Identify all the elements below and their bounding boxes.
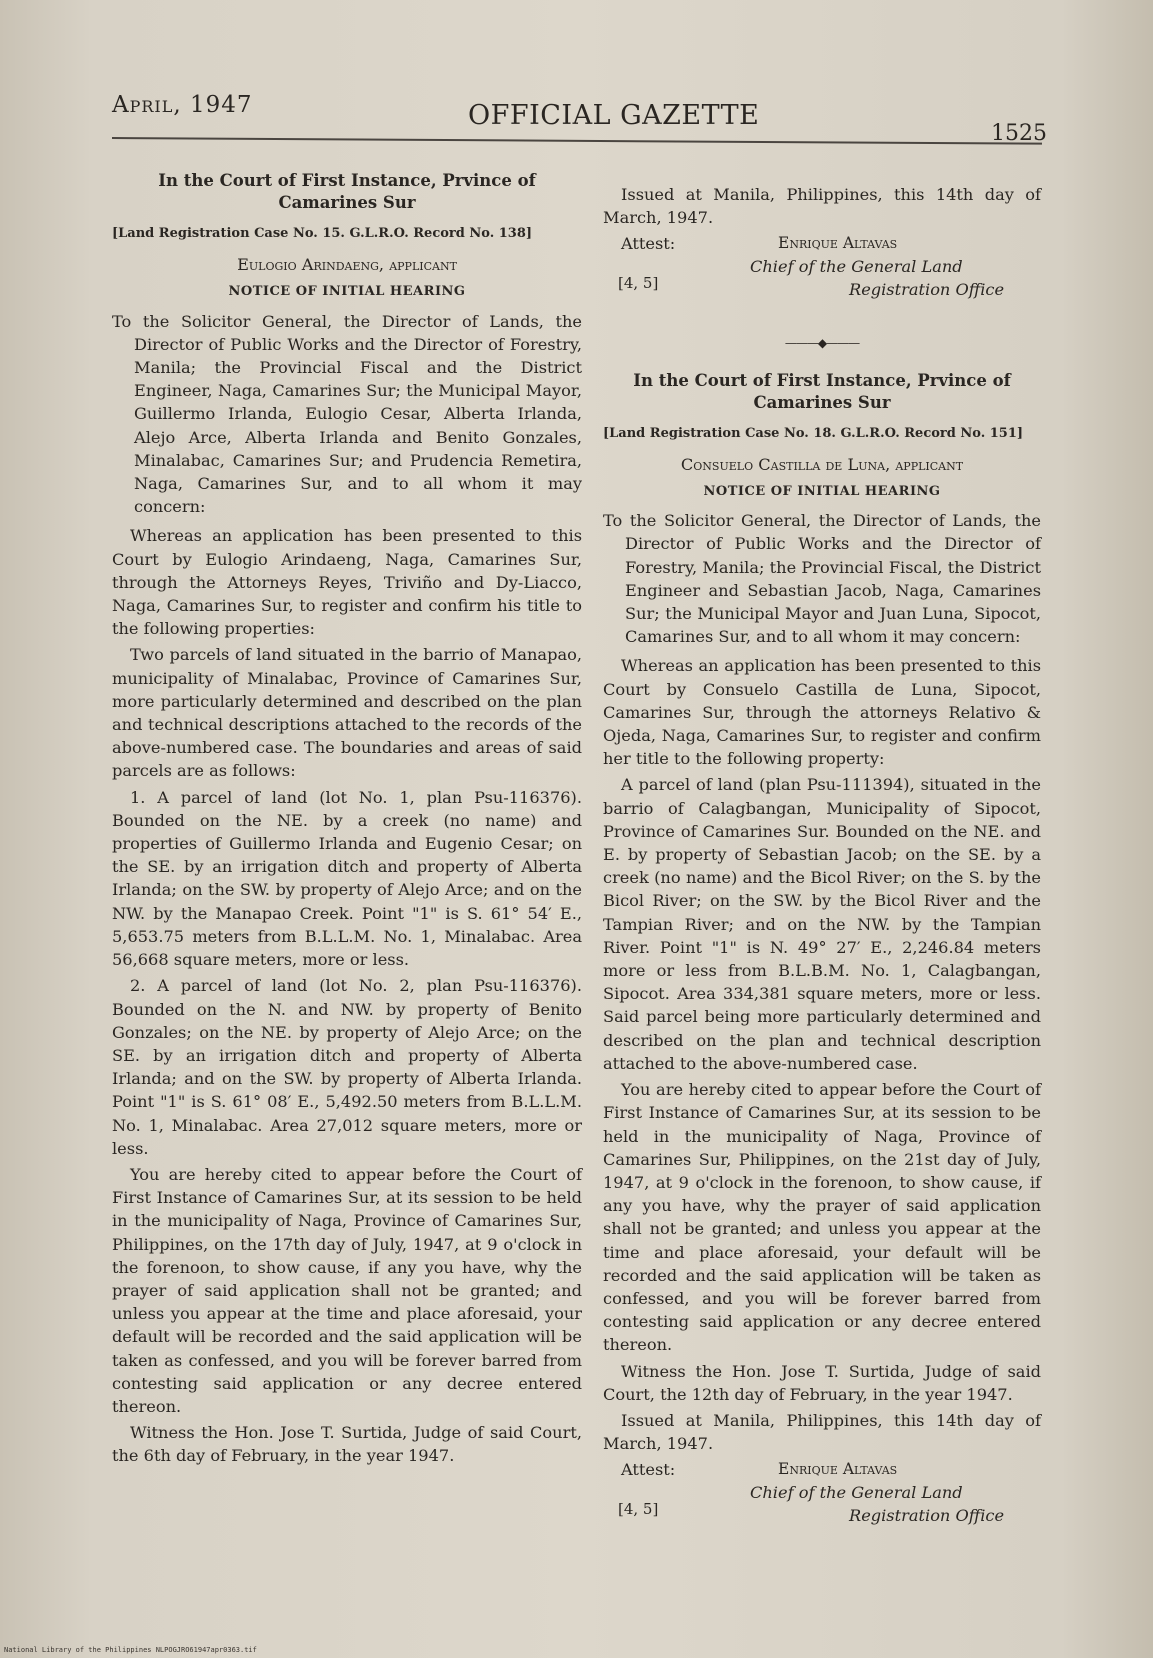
notice2-addressees: To the Solicitor General, the Director of Lands, the Director of Public Works and the Director of Forestry, Manila; the Provincial Fiscal, the District Engineer and Sebastian Jacob, Naga, Camarines Sur; the Municipal Mayor and Juan Luna, Sipocot, Camarines Sur, and to all whom it may concern: (603, 511, 1041, 647)
attest-label: Attest: (621, 234, 676, 254)
issue-numbers: [4, 5] (618, 1500, 659, 1519)
notice1-attest-block (603, 232, 1041, 324)
notice2-court: In the Court of First Instance, Prvince of Camarines Sur (633, 370, 1011, 412)
signer-title: Registration Office (849, 280, 1005, 300)
notice2-heading: NOTICE OF INITIAL HEARING (703, 484, 941, 500)
notice1-court: In the Court of First Instance, Prvince of Camarines Sur (158, 171, 536, 212)
notice1-witness: Witness the Hon. Jose T. Surtida, Judge of said Court, the 6th day of February, in the year 1947. (112, 1423, 582, 1466)
scan-footer: National Library of the Philippines NLPOGJRO61947apr0363.tif (4, 1646, 257, 1654)
page-number: 1525 (991, 121, 1047, 146)
notice2-issued: Issued at Manila, Philippines, this 14th day of March, 1947. (603, 1410, 1041, 1454)
notice1-applicant: Eulogio Arindaeng, applicant (237, 255, 457, 275)
header-date: April, 1947 (112, 92, 253, 118)
header-title: OFFICIAL GAZETTE (468, 100, 760, 131)
notice2-case-line: [Land Registration Case No. 18. G.L.R.O. Record No. 151] (603, 425, 1024, 441)
notice1-citation: You are hereby cited to appear before the Court of First Instance of Camarines Sur, at its session to be held in the municipality of Naga, Province of Camarines Sur, Philippines, on the 17th day of July, 1947, at 9 o'clock in the forenoon, to show cause, if any you have, why the prayer of said application shall not be granted; and unless you appear at the time and place aforesaid, your default will be recorded and the said application will be taken as confessed, and you will be forever barred from contesting said application or any decree entered thereon. (112, 1164, 582, 1416)
notice2-applicant: Consuelo Castilla de Luna, applicant (680, 454, 964, 474)
notice1-issued: Issued at Manila, Philippines, this 14th day of March, 1947. (603, 185, 1041, 228)
notice2-paragraph: Whereas an application has been presented to this Court by Consuelo Castilla de Luna, Sipocot, Camarines Sur, through the attorneys Relativo & Ojeda, Naga, Camarines Sur, to register and confirm her title to the following property: (603, 656, 1041, 769)
attest-label: Attest: (621, 1460, 676, 1480)
signer-name: Enrique Altavas (778, 1460, 898, 1479)
header-rule (112, 137, 1042, 145)
signer-title: Registration Office (849, 1506, 1005, 1526)
notice1-paragraph: Whereas an application has been presented to this Court by Eulogio Arindaeng, Naga, Camarines Sur, through the Attorneys Reyes, Triviño and Dy-Liacco, Naga, Camarines Sur, to register and confirm his title to the following properties: (112, 526, 582, 639)
notice2-parcel: A parcel of land (plan Psu-111394), situated in the barrio of Calagbangan, Municipality of Sipocot, Province of Camarines Sur. Bounded on the NE. and E. by property of Sebastian Jacob; on the SE. by a creek (no name) and the Bicol River; on the S. by the Bicol River; on the SW. by the Bicol River and the Tampian River; and on the NW. by the Tampian River. Point "1" is N. 49° 27′ E., 2,246.84 meters more or less from B.L.B.M. No. 1, Calagbangan, Sipocot. Area 334,381 square meters, more or less. Said parcel being more particularly determined and described on the plan and technical description attached to the above-numbered case. (603, 775, 1041, 1073)
separator-ornament: ———◆——— (784, 336, 860, 351)
signer-title: Chief of the General Land (750, 1483, 963, 1503)
notice2-witness: Witness the Hon. Jose T. Surtida, Judge of said Court, the 12th day of February, in the year 1947. (603, 1361, 1041, 1404)
notice1-parcel-2: 2. A parcel of land (lot No. 2, plan Psu-116376). Bounded on the N. and NW. by property of Benito Gonzales; on the NE. by property of Alejo Arce; on the SE. by an irrigation ditch and property of Alberta Irlanda; and on the SW. by property of Alberta Irlanda. Point "1" is S. 61° 08′ E., 5,492.50 meters from B.L.L.M. No. 1, Minalabac. Area 27,012 square meters, more or less. (112, 976, 582, 1158)
issue-numbers: [4, 5] (618, 274, 659, 293)
signer-name: Enrique Altavas (778, 234, 898, 253)
notice1-parcel-1: 1. A parcel of land (lot No. 1, plan Psu-116376). Bounded on the NE. by a creek (no name) and properties of Guillermo Irlanda and Eugenio Cesar; on the SE. by an irrigation ditch and property of Alberta Irlanda; on the SW. by property of Alejo Arce; and on the NW. by the Manapao Creek. Point "1" is S. 61° 54′ E., 5,653.75 meters from B.L.L.M. No. 1, Minalabac. Area 56,668 square meters, more or less. (112, 787, 582, 970)
notice2-attest-block (603, 1458, 1041, 1550)
left-column (112, 170, 582, 1471)
notice1-paragraph: Two parcels of land situated in the barrio of Manapao, municipality of Minalabac, Province of Camarines Sur, more particularly determined and described on the plan and technical descriptions attached to the records of the above-numbered case. The boundaries and areas of said parcels are as follows: (112, 645, 582, 781)
notice2-citation: You are hereby cited to appear before the Court of First Instance of Camarines Sur, at its session to be held in the municipality of Naga, Province of Camarines Sur, Philippines, on the 21st day of July, 1947, at 9 o'clock in the forenoon, to show cause, if any you have, why the prayer of said application shall not be granted; and unless you appear at the time and place aforesaid, your default will be recorded and the said application will be taken as confessed, and you will be forever barred from contesting said application or any decree entered thereon. (603, 1080, 1041, 1355)
signer-title: Chief of the General Land (750, 257, 963, 277)
right-column (603, 183, 1041, 1550)
notice1-case-line: [Land Registration Case No. 15. G.L.R.O. Record No. 138] (112, 226, 533, 241)
notice1-addressees: To the Solicitor General, the Director of Lands, the Director of Public Works and the Director of Forestry, Manila; the Provincial Fiscal and the District Engineer, Naga, Camarines Sur; the Municipal Mayor, Guillermo Irlanda, Eulogio Cesar, Alberta Irlanda, Alejo Arce, Alberta Irlanda and Benito Gonzales, Minalabac, Camarines Sur; and Prudencia Remetira, Naga, Camarines Sur, and to all whom it may concern: (112, 311, 582, 517)
notice1-heading: NOTICE OF INITIAL HEARING (228, 284, 466, 300)
